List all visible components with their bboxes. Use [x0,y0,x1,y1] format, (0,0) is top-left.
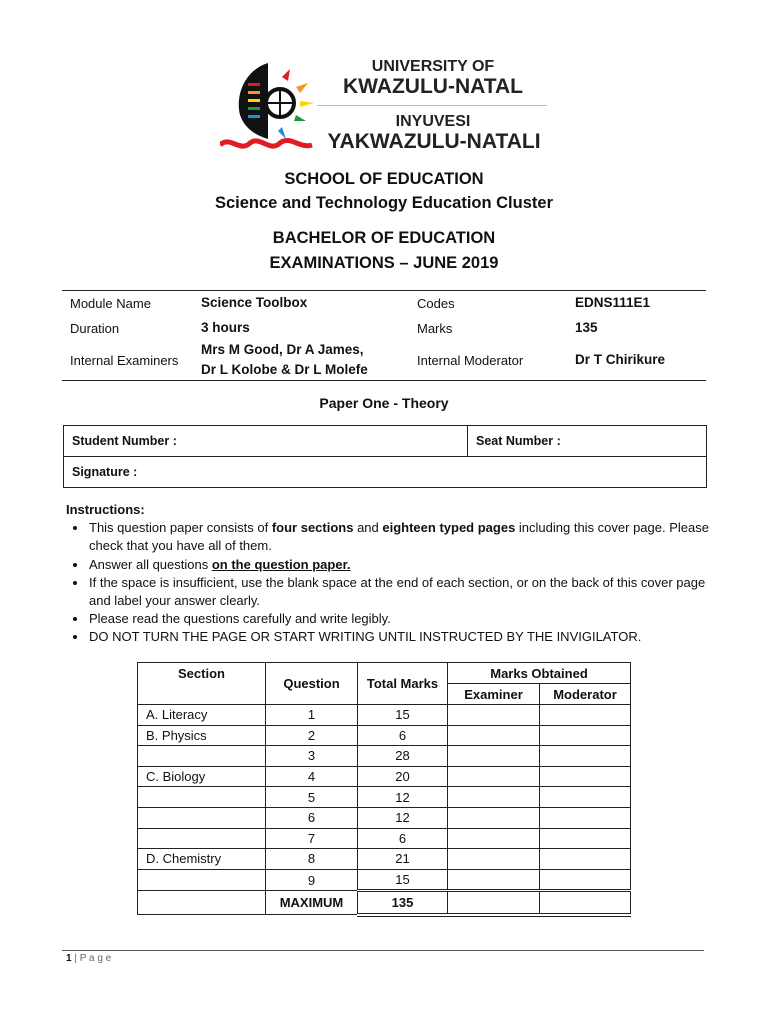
header-section: Section [138,663,266,705]
section-cell: A. Literacy [138,705,266,726]
ukzn-crest-icon [220,55,320,155]
table-row [138,828,631,849]
examiner-cell[interactable] [448,766,540,787]
moderator-cell[interactable] [540,725,631,746]
logo-text: YAKWAZULU-NATALI [327,130,541,153]
moderator-cell[interactable] [540,869,631,891]
codes-label: Codes [417,296,455,311]
paper-title: Paper One - Theory [319,395,449,411]
marks-table [137,662,631,917]
student-details-table [63,425,707,488]
total-marks-cell: 28 [358,746,448,767]
question-cell: 5 [266,787,358,808]
question-cell: 4 [266,766,358,787]
section-cell [138,828,266,849]
moderator-label: Internal Moderator [417,353,524,368]
duration-value: 3 hours [201,320,250,335]
section-cell: B. Physics [138,725,266,746]
header-total-marks: Total Marks [358,663,448,705]
question-cell: 2 [266,725,358,746]
examiners-label: Internal Examiners [70,353,179,368]
marks-label: Marks [417,321,453,336]
table-row [138,746,631,767]
section-cell: D. Chemistry [138,849,266,870]
question-cell: 3 [266,746,358,767]
moderator-value: Dr T Chirikure [575,352,666,367]
examiners-value: Dr L Kolobe & Dr L Molefe [201,362,368,377]
divider [62,380,706,381]
examiner-cell[interactable] [448,705,540,726]
signature-label: Signature : [72,465,138,479]
module-value: Science Toolbox [201,295,308,310]
module-label: Module Name [70,296,151,311]
header-question: Question [266,663,358,705]
instruction-item: • If the space is insufficient, use the blank space at the end of each section, or on the back of this cover page and label your answer clearly. [88,574,716,610]
signature-field[interactable] [64,457,707,488]
total-marks-cell: 20 [358,766,448,787]
instruction-item: • Answer all questions on the question paper. [88,556,716,574]
maximum-value: 135 [358,891,448,915]
page-footer [66,953,111,964]
total-marks-cell: 6 [358,828,448,849]
ukzn-logo [220,55,550,155]
table-row [138,807,631,828]
cluster-title: Science and Technology Education Cluster [214,194,553,212]
examiners-value: Mrs M Good, Dr A James, [201,342,364,357]
examiner-cell[interactable] [448,807,540,828]
page-number: 1 [66,953,72,964]
moderator-cell[interactable] [540,705,631,726]
codes-value: EDNS111E1 [575,295,651,310]
instruction-item: • This question paper consists of four sections and eighteen typed pages including this cover page. Please check that you have all of them. [88,519,716,555]
total-marks-cell: 21 [358,849,448,870]
header-marks-obtained: Marks Obtained [448,663,631,684]
table-row [138,869,631,891]
table-row [138,787,631,808]
total-marks-cell: 6 [358,725,448,746]
examiner-cell[interactable] [448,828,540,849]
moderator-cell[interactable] [540,849,631,870]
header-moderator: Moderator [540,684,631,705]
header-examiner: Examiner [448,684,540,705]
degree-title: BACHELOR OF EDUCATION [272,229,496,247]
moderator-cell[interactable] [540,828,631,849]
section-cell [138,787,266,808]
question-cell: 7 [266,828,358,849]
student-number-label: Student Number : [72,434,177,448]
moderator-cell[interactable] [540,807,631,828]
table-row [138,849,631,870]
examiner-total-cell[interactable] [448,891,540,915]
total-marks-cell: 12 [358,787,448,808]
moderator-cell[interactable] [540,746,631,767]
total-marks-cell: 12 [358,807,448,828]
exam-title: EXAMINATIONS – JUNE 2019 [269,254,499,272]
moderator-cell[interactable] [540,787,631,808]
instruction-item: • Please read the questions carefully and write legibly. [88,610,716,628]
instructions [66,501,716,647]
section-cell [138,746,266,767]
footer-divider [62,950,704,951]
examiner-cell[interactable] [448,787,540,808]
examiner-cell[interactable] [448,869,540,891]
question-cell: 1 [266,705,358,726]
examiner-cell[interactable] [448,725,540,746]
table-row [138,725,631,746]
instructions-title: Instructions: [66,502,145,517]
seat-number-label: Seat Number : [476,434,561,448]
logo-text: UNIVERSITY OF [371,58,495,75]
question-cell: 6 [266,807,358,828]
question-cell: 9 [266,869,358,891]
examiner-cell[interactable] [448,746,540,767]
seat-number-field[interactable] [468,426,707,457]
examiner-cell[interactable] [448,849,540,870]
table-row [138,766,631,787]
page-label: | P a g e [74,953,112,964]
marks-value: 135 [575,320,598,335]
student-number-field[interactable] [64,426,468,457]
logo-text: INYUVESI [395,113,471,130]
section-cell: C. Biology [138,766,266,787]
maximum-label: MAXIMUM [266,891,358,915]
school-title: SCHOOL OF EDUCATION [284,170,484,188]
section-cell [138,807,266,828]
logo-divider [317,105,547,106]
logo-text: KWAZULU-NATAL [342,75,523,98]
duration-label: Duration [70,321,120,336]
question-cell: 8 [266,849,358,870]
moderator-total-cell[interactable] [540,891,631,915]
moderator-cell[interactable] [540,766,631,787]
total-marks-cell: 15 [358,869,448,891]
section-cell [138,869,266,891]
total-marks-cell: 15 [358,705,448,726]
divider [62,290,706,291]
instruction-item: • DO NOT TURN THE PAGE OR START WRITING UNTIL INSTRUCTED BY THE INVIGILATOR. [88,628,716,646]
table-row [138,705,631,726]
maximum-row [138,891,631,915]
